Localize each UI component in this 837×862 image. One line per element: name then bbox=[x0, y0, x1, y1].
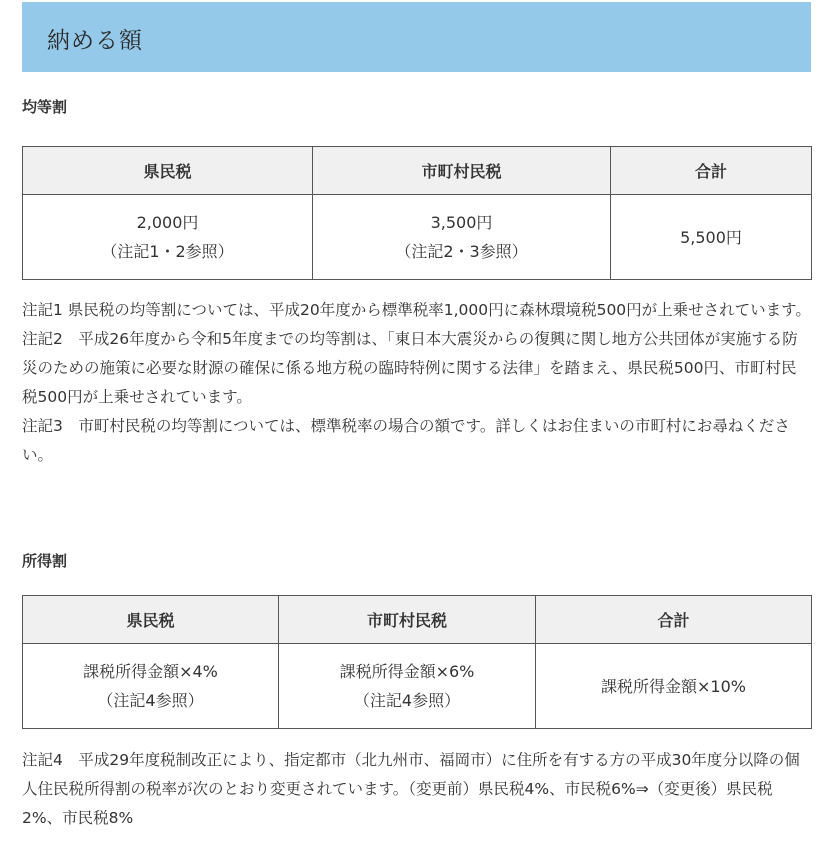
table-header-row bbox=[23, 596, 812, 644]
header-total: 合計 bbox=[611, 147, 812, 195]
header-municipal-tax: 市町村民税 bbox=[313, 147, 611, 195]
municipal-tax-cell bbox=[279, 644, 536, 729]
equal-split-notes bbox=[22, 296, 811, 470]
total-cell bbox=[536, 644, 812, 729]
prefectural-tax-note: （注記4参照） bbox=[97, 691, 204, 710]
municipal-tax-value: 3,500円 bbox=[430, 213, 493, 232]
note-3: 注記3 市町村民税の均等割については、標準税率の場合の額です。詳しくはお住まいの市町村にお尋ねください。 bbox=[22, 417, 790, 464]
note-2: 注記2 平成26年度から令和5年度までの均等割は、「東日本大震災からの復興に関し地方公共団体が実施する防災のための施策に必要な財源の確保に係る地方税の臨時特例に関する法律」を踏まえ、県民税500円、市町村民税500円が上乗せされています。 bbox=[22, 330, 798, 406]
total-value: 5,500円 bbox=[680, 227, 742, 247]
header-total: 合計 bbox=[536, 596, 812, 644]
municipal-tax-value: 課税所得金額×6% bbox=[339, 662, 475, 681]
municipal-tax-note: （注記4参照） bbox=[353, 691, 461, 710]
municipal-tax-note: （注記2・3参照） bbox=[395, 242, 528, 261]
table-row bbox=[23, 644, 812, 729]
municipal-tax-cell bbox=[313, 195, 611, 280]
header-prefectural-tax: 県民税 bbox=[23, 596, 279, 644]
total-value: 課税所得金額×10% bbox=[601, 676, 746, 696]
income-split-title: 所得割 bbox=[22, 552, 68, 570]
equal-split-table bbox=[22, 146, 812, 280]
prefectural-tax-cell bbox=[23, 195, 313, 280]
table-header-row bbox=[23, 147, 812, 195]
header-prefectural-tax: 県民税 bbox=[23, 147, 313, 195]
header-municipal-tax: 市町村民税 bbox=[279, 596, 536, 644]
income-split-notes bbox=[22, 746, 811, 833]
total-cell bbox=[611, 195, 812, 280]
income-split-table bbox=[22, 595, 812, 729]
note-4: 注記4 平成29年度税制改正により、指定都市（北九州市、福岡市）に住所を有する方の平成30年度分以降の個人住民税所得割の税率が次のとおり変更されています。（変更前）県民税4%、市民税6%⇒（変更後）県民税2%、市民税8% bbox=[22, 751, 800, 827]
prefectural-tax-value: 2,000円 bbox=[136, 213, 199, 232]
prefectural-tax-note: （注記1・2参照） bbox=[101, 242, 234, 261]
table-row bbox=[23, 195, 812, 280]
section-title: 納める額 bbox=[47, 28, 143, 54]
prefectural-tax-cell bbox=[23, 644, 279, 729]
section-heading bbox=[22, 2, 811, 72]
note-1: 注記1 県民税の均等割については、平成20年度から標準税率1,000円に森林環境税500円が上乗せされています。 bbox=[22, 301, 811, 319]
prefectural-tax-value: 課税所得金額×4% bbox=[83, 662, 218, 681]
equal-split-title: 均等割 bbox=[22, 98, 68, 116]
